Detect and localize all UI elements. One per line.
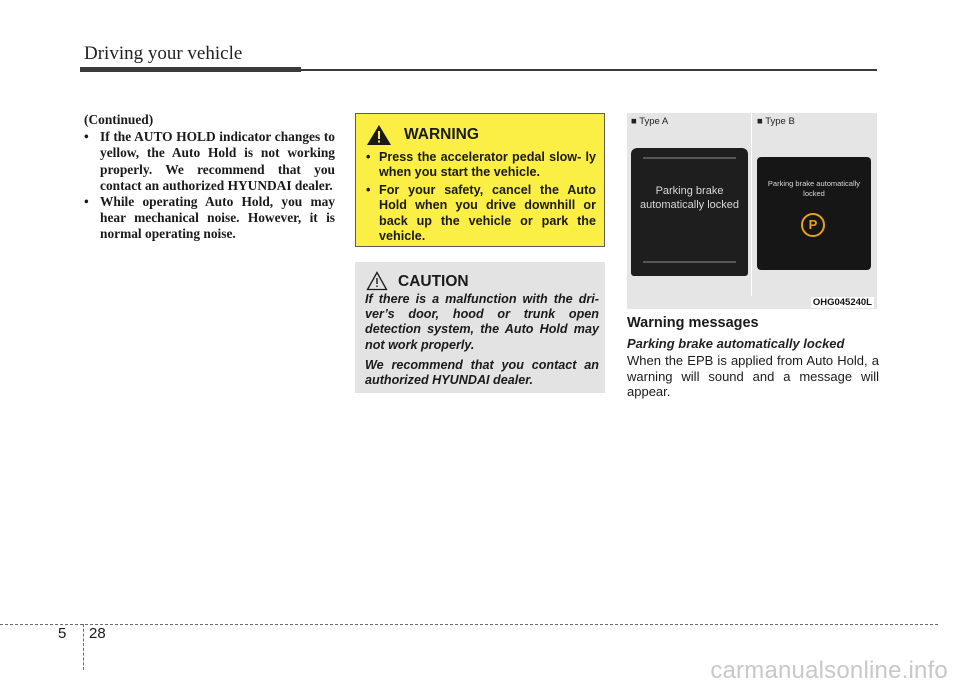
figure-divider bbox=[751, 113, 752, 296]
list-item: • For your safety, cancel the Auto Hold when you drive downhill or back up the vehicle or park the vehicle. bbox=[364, 183, 596, 245]
continued-label: (Continued) bbox=[84, 112, 154, 127]
caution-text bbox=[365, 292, 599, 393]
type-a-display bbox=[631, 148, 748, 276]
warning-list bbox=[364, 150, 596, 246]
footer-divider bbox=[83, 624, 84, 670]
watermark: carmanualsonline.info bbox=[710, 657, 948, 684]
cluster-figure bbox=[627, 113, 877, 309]
warning-icon bbox=[366, 124, 392, 146]
section-body: When the EPB is applied from Auto Hold, a warning will sound and a message will appear. bbox=[627, 353, 879, 399]
type-b-display bbox=[757, 157, 871, 270]
section-subtitle: Parking brake automatically locked bbox=[627, 336, 845, 351]
section-title: Warning messages bbox=[627, 315, 759, 331]
caution-label: CAUTION bbox=[398, 273, 469, 290]
page-header-title: Driving your vehicle bbox=[84, 43, 243, 64]
caution-icon bbox=[366, 271, 388, 291]
list-item: • If the AUTO HOLD indicator changes to yellow, the Auto Hold is not working properly. We recommend that you contact an authorized HYUNDAI dealer. bbox=[80, 129, 335, 194]
type-a-message: Parking brake automatically locked bbox=[639, 185, 740, 211]
chapter-number: 5 bbox=[58, 625, 67, 642]
type-b-label: ■ Type B bbox=[757, 116, 795, 127]
display-trim bbox=[643, 261, 736, 263]
caution-paragraph: If there is a malfunction with the dri- ver’s door, hood or trunk open detection system, the Auto Hold may not work properly. bbox=[365, 292, 599, 352]
figure-code: OHG045240L bbox=[812, 297, 872, 308]
warning-box bbox=[355, 113, 605, 247]
caution-box bbox=[355, 262, 605, 393]
footer-rule bbox=[0, 624, 938, 625]
parking-brake-icon: P bbox=[801, 213, 825, 237]
display-trim bbox=[643, 157, 736, 159]
type-b-message: Parking brake automatically locked bbox=[767, 179, 861, 198]
left-column bbox=[80, 112, 335, 243]
list-item: • Press the accelerator pedal slow- ly when you start the vehicle. bbox=[364, 150, 596, 181]
header-rule-thin bbox=[301, 69, 877, 71]
left-bullet-list bbox=[80, 129, 335, 242]
type-a-label: ■ Type A bbox=[631, 116, 669, 127]
page-number: 28 bbox=[89, 625, 106, 642]
list-item: • While operating Auto Hold, you may hear mechanical noise. However, it is normal operating noise. bbox=[80, 194, 335, 243]
warning-label: WARNING bbox=[404, 126, 479, 143]
caution-paragraph: We recommend that you contact an authorized HYUNDAI dealer. bbox=[365, 357, 599, 388]
header-rule-thick bbox=[80, 67, 301, 72]
